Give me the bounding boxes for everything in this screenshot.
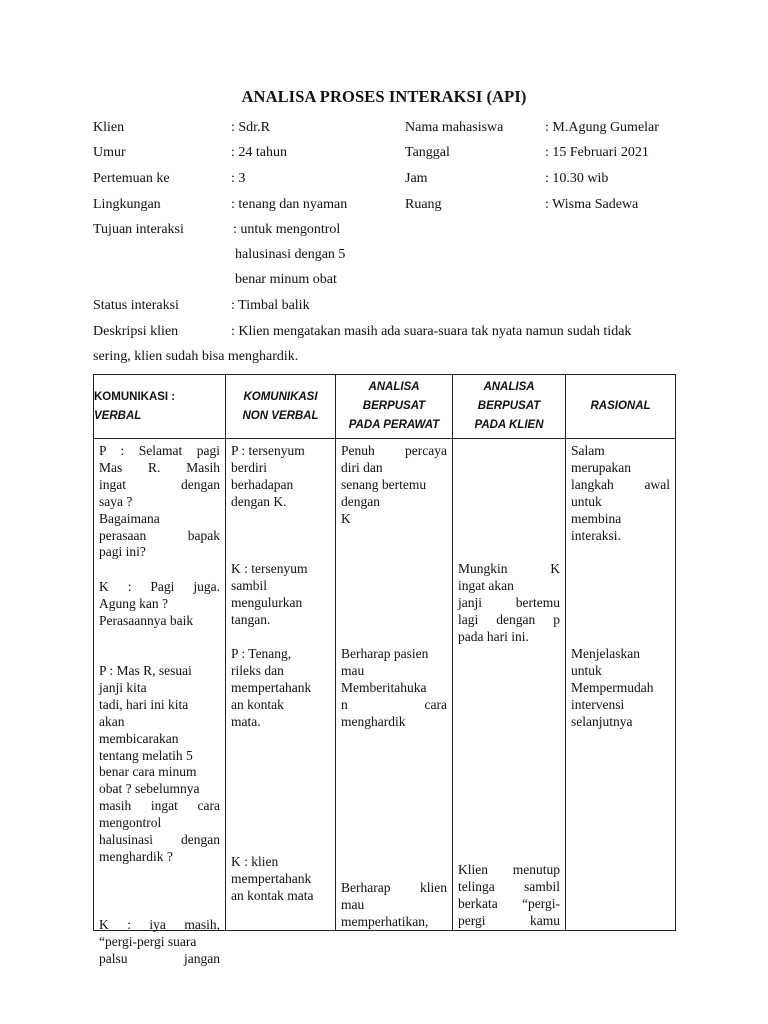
header-verbal	[94, 375, 226, 439]
table-header-row	[94, 375, 676, 439]
perawat-line: mau	[341, 896, 365, 912]
verbal-line: janji kita	[99, 679, 147, 695]
nonverbal-line: an kontak mata	[231, 887, 314, 903]
verbal-line: pagi ini?	[99, 544, 146, 560]
klien-block	[458, 561, 560, 646]
verbal-line: K : iya masih,	[99, 917, 220, 932]
rasional-line: Menjelaskan	[571, 646, 640, 661]
tujuan-value-1: : untuk mengontrol	[233, 222, 341, 237]
rasional-line: selanjutnya	[571, 713, 633, 729]
lingkungan-value: : tenang dan nyaman	[231, 197, 348, 212]
perawat-line: n cara	[341, 696, 447, 712]
nonverbal-line: tangan.	[231, 611, 271, 627]
rasional-line: intervensi	[571, 696, 625, 712]
deskripsi-value-1: : Klien mengatakan masih ada suara-suara tak nyata namun sudah tidak	[231, 324, 632, 339]
nonverbal-line: K : tersenyum	[231, 561, 308, 576]
nonverbal-line: sambil	[231, 577, 267, 593]
verbal-line: tadi, hari ini kita	[99, 696, 189, 712]
klien-line: berkata “pergi-	[458, 895, 560, 911]
perawat-line: menghardik	[341, 713, 406, 729]
rasional-line: untuk	[571, 662, 602, 678]
deskripsi-label: Deskripsi klien	[93, 324, 179, 339]
rasional-block	[571, 646, 670, 731]
verbal-line: benar cara minum	[99, 764, 197, 780]
tujuan-value-3: benar minum obat	[235, 272, 337, 287]
header-verbal-line-1: KOMUNIKASI :	[94, 390, 176, 403]
verbal-line: membicarakan	[99, 730, 179, 746]
page-title: ANALISA PROSES INTERAKSI (API)	[241, 87, 527, 106]
klien-line: ingat akan	[458, 577, 514, 593]
status-value: : Timbal balik	[231, 298, 310, 313]
nonverbal-line: berdiri	[231, 459, 267, 475]
klien-line: janji bertemu	[458, 594, 560, 610]
rasional-line: langkah awal	[571, 476, 670, 492]
verbal-line: akan	[99, 713, 125, 729]
header-perawat-line-1: ANALISA	[368, 381, 420, 393]
nonverbal-line: an kontak	[231, 696, 284, 712]
header-nonverbal-line-2: NON VERBAL	[242, 409, 319, 422]
header-perawat-line-2: BERPUSAT	[362, 400, 426, 412]
klien-line: lagi dengan p	[458, 611, 560, 627]
deskripsi-value-2: sering, klien sudah bisa menghardik.	[93, 349, 299, 364]
verbal-line: “pergi-pergi suara	[99, 933, 197, 949]
nonverbal-line: P : tersenyum	[231, 443, 305, 458]
verbal-line: Mas R. Masih	[99, 459, 220, 475]
verbal-line: saya ?	[99, 493, 133, 509]
umur-value: : 24 tahun	[231, 145, 287, 160]
header-nonverbal	[226, 375, 336, 439]
nonverbal-block	[231, 854, 330, 905]
rasional-line: Salam	[571, 443, 605, 458]
verbal-line: Agung kan ?	[99, 595, 168, 611]
ruang-label: Ruang	[405, 197, 442, 212]
nama-label: Nama mahasiswa	[405, 120, 504, 135]
verbal-block	[99, 443, 220, 561]
nonverbal-block	[231, 561, 330, 629]
verbal-line: Bagaimana	[99, 510, 160, 526]
rasional-line: membina	[571, 510, 622, 526]
verbal-line: P : Selamat pagi	[99, 443, 220, 458]
verbal-line: K : Pagi juga.	[99, 579, 220, 594]
rasional-line: Mempermudah	[571, 679, 654, 695]
header-rasional	[566, 375, 676, 439]
header-klien-line-3: PADA KLIEN	[474, 419, 544, 431]
verbal-line: tentang melatih 5	[99, 747, 193, 763]
klien-line: pergi kamu	[458, 912, 560, 928]
cell-nonverbal	[226, 439, 336, 931]
tanggal-label: Tanggal	[405, 145, 450, 160]
perawat-block	[341, 443, 447, 528]
header-verbal-line-2: VERBAL	[94, 409, 142, 422]
verbal-block	[99, 579, 220, 630]
verbal-block	[99, 663, 220, 866]
pertemuan-value: : 3	[231, 171, 246, 186]
klien-line: Mungkin K	[458, 561, 560, 576]
perawat-line: senang bertemu	[341, 476, 427, 492]
verbal-line: Perasaannya baik	[99, 612, 194, 628]
jam-label: Jam	[405, 171, 428, 186]
header-perawat-line-3: PADA PERAWAT	[348, 419, 440, 431]
klien-block	[458, 862, 560, 930]
verbal-line: perasaan bapak	[99, 527, 220, 543]
header-klien-line-1: ANALISA	[483, 381, 535, 393]
header-klien	[453, 375, 566, 439]
verbal-line: P : Mas R, sesuai	[99, 663, 192, 678]
header-rasional-text: RASIONAL	[590, 400, 651, 412]
perawat-line: memperhatikan,	[341, 913, 429, 929]
perawat-line: dengan	[341, 493, 380, 509]
klien-line: telinga sambil	[458, 878, 560, 894]
nama-value: : M.Agung Gumelar	[545, 120, 659, 135]
perawat-line: K	[341, 510, 351, 526]
perawat-block	[341, 646, 447, 731]
klien-label: Klien	[93, 120, 125, 135]
klien-line: pada hari ini.	[458, 628, 529, 644]
verbal-block	[99, 917, 220, 968]
cell-klien	[453, 439, 566, 931]
perawat-line: Penuh percaya	[341, 443, 447, 458]
rasional-line: merupakan	[571, 459, 631, 475]
nonverbal-line: berhadapan	[231, 476, 294, 492]
cell-rasional	[566, 439, 676, 931]
nonverbal-line: P : Tenang,	[231, 646, 292, 661]
perawat-line: Berharap klien	[341, 880, 447, 895]
cell-verbal	[94, 439, 226, 966]
nonverbal-line: dengan K.	[231, 493, 287, 509]
header-perawat	[336, 375, 453, 439]
nonverbal-line: K : klien	[231, 854, 279, 869]
nonverbal-block	[231, 646, 330, 731]
verbal-line: masih ingat cara	[99, 798, 220, 814]
verbal-line: mengontrol	[99, 815, 162, 831]
header-klien-line-2: BERPUSAT	[477, 400, 541, 412]
klien-line: Klien menutup	[458, 862, 560, 877]
rasional-block	[571, 443, 670, 544]
verbal-line: ingat dengan	[99, 476, 220, 492]
perawat-line: Berharap pasien	[341, 646, 429, 661]
nonverbal-block	[231, 443, 330, 511]
umur-label: Umur	[93, 145, 126, 160]
table-row	[94, 439, 676, 931]
jam-value: : 10.30 wib	[545, 171, 609, 186]
perawat-line: diri dan	[341, 459, 383, 475]
perawat-block	[341, 880, 447, 931]
verbal-line: menghardik ?	[99, 848, 173, 864]
verbal-line: palsu jangan	[99, 950, 220, 966]
ruang-value: : Wisma Sadewa	[545, 197, 639, 212]
nonverbal-line: mengulurkan	[231, 594, 303, 610]
tujuan-value-2: halusinasi dengan 5	[235, 247, 346, 262]
nonverbal-line: rileks dan	[231, 662, 284, 678]
tujuan-label: Tujuan interaksi	[93, 222, 184, 237]
header-nonverbal-line-1: KOMUNIKASI	[243, 390, 318, 403]
nonverbal-line: mempertahank	[231, 870, 312, 886]
perawat-line: Memberitahuka	[341, 679, 427, 695]
klien-value: : Sdr.R	[231, 120, 270, 135]
verbal-line: obat ? sebelumnya	[99, 781, 200, 797]
interaction-table	[93, 374, 676, 966]
verbal-line: halusinasi dengan	[99, 832, 220, 848]
rasional-line: interaksi.	[571, 527, 621, 543]
status-label: Status interaksi	[93, 298, 179, 313]
tanggal-value: : 15 Februari 2021	[545, 145, 649, 160]
rasional-line: untuk	[571, 493, 602, 509]
pertemuan-label: Pertemuan ke	[93, 171, 170, 186]
perawat-line: mau	[341, 662, 365, 678]
lingkungan-label: Lingkungan	[93, 197, 161, 212]
nonverbal-line: mata.	[231, 713, 261, 729]
nonverbal-line: mempertahank	[231, 679, 312, 695]
cell-perawat	[336, 439, 453, 931]
